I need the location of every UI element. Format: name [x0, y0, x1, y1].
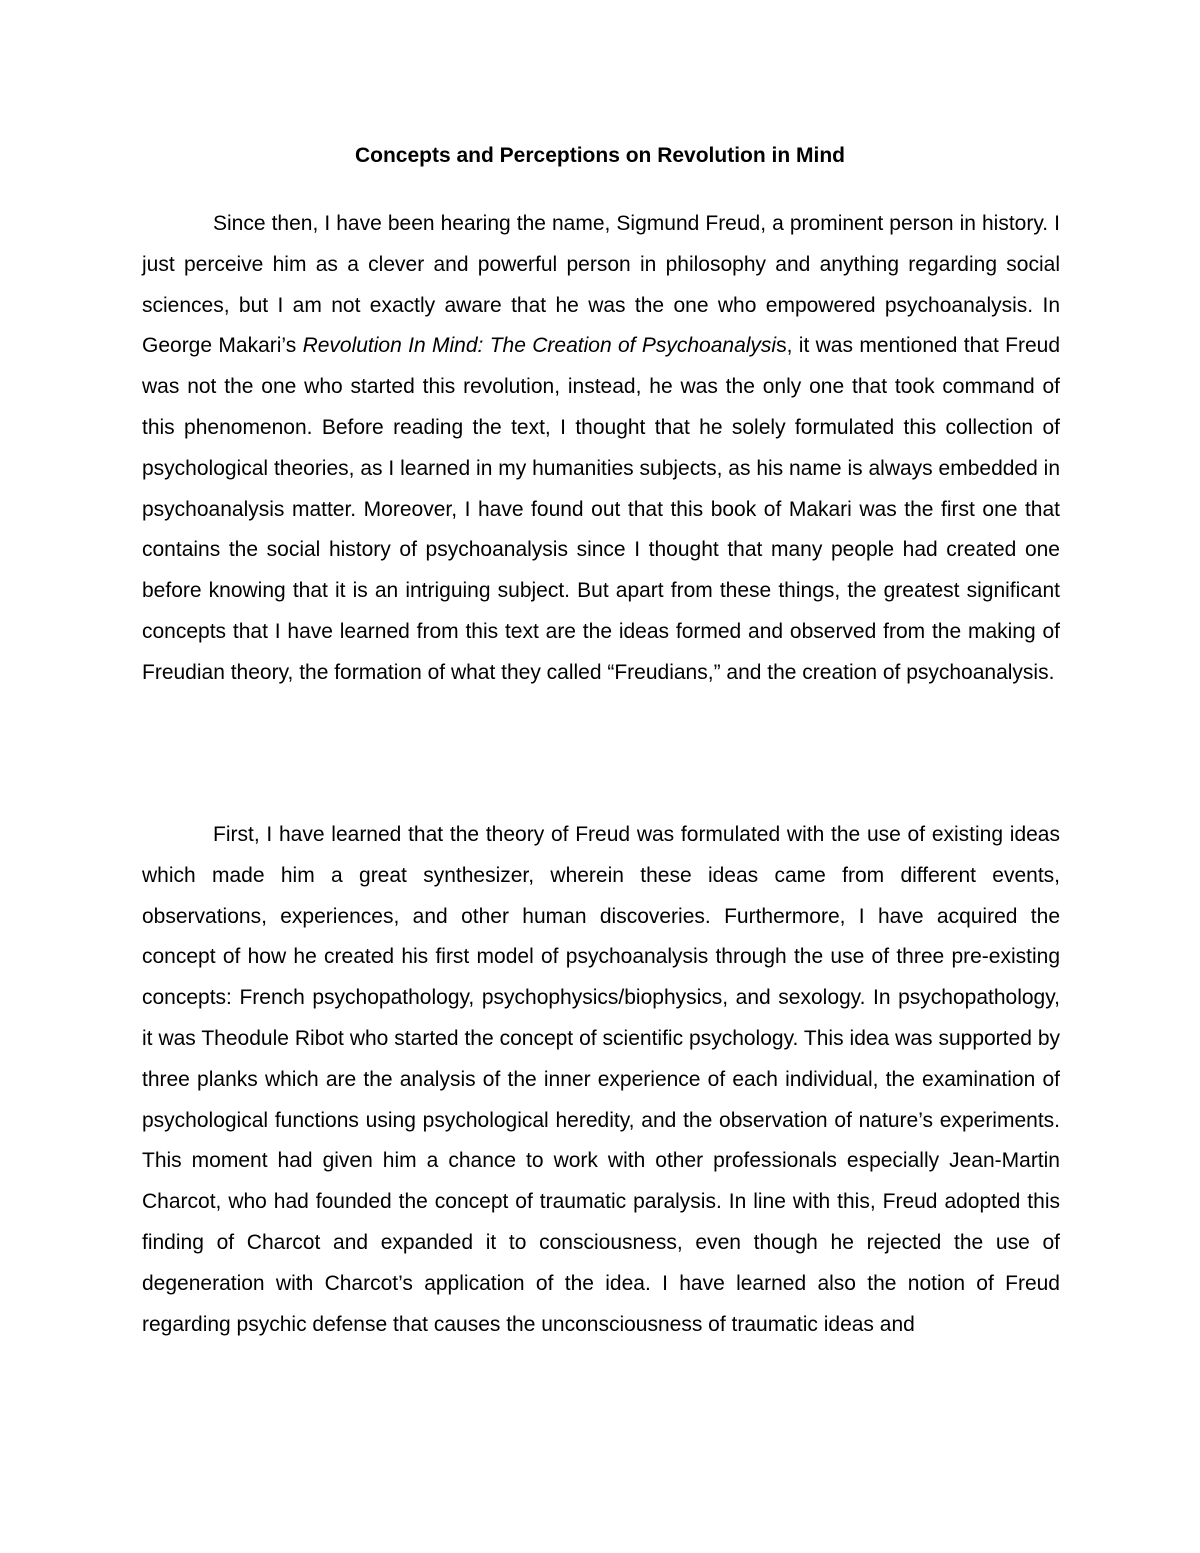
book-title: Revolution In Mind: The Creation of Psychoanalysi	[302, 334, 777, 358]
paragraph-2: First, I have learned that the theory of Freud was formulated with the use of existing ideas which made him a great synthesizer, wherein these ideas came from different events, observations, experiences, and other human discoveries. Furthermore, I have acquired the concept of how he created his first model of psychoanalysis through the use of three pre-existing concepts: French psychopathology, psychophysics/biophysics, and sexology. In psychopathology, it was Theodule Ribot who started the concept of scientific psychology. This idea was supported by three planks which are the analysis of the inner experience of each individual, the examination of psychological functions using psychological heredity, and the observation of nature’s experiments. This moment had given him a chance to work with other professionals especially Jean-Martin Charcot, who had founded the concept of traumatic paralysis. In line with this, Freud adopted this finding of Charcot and expanded it to consciousness, even though he rejected the use of degeneration with Charcot’s application of the idea. I have learned also the notion of Freud regarding psychic defense that causes the unconsciousness of traumatic ideas and	[142, 823, 1060, 1336]
paragraph-1-text-end: s, it was mentioned that Freud was not the one who started this revolution, instead, he was the only one that took command of this phenomenon. Before reading the text, I thought that he solely formulated this collection of psychological theories, as I learned in my humanities subjects, as his name is always embedded in psychoanalysis matter. Moreover, I have found out that this book of Makari was the first one that contains the social history of psychoanalysis since I thought that many people had created one before knowing that it is an intriguing subject. But apart from these things, the greatest significant concepts that I have learned from this text are the ideas formed and observed from the making of Freudian theory, the formation of what they called “Freudians,” and the creation of psychoanalysis.	[142, 334, 1060, 684]
paragraph-1	[142, 204, 1060, 694]
paragraph-1-text-start: Since then, I have been hearing the name, Sigmund Freud, a prominent person in history. I just perceive him as a clever and powerful person in philosophy and anything regarding social sciences, but I am not exactly aware that he was the one who empowered psychoanalysis. In George Makari’s	[142, 212, 1060, 358]
document-title: Concepts and Perceptions on Revolution in Mind	[354, 144, 846, 167]
